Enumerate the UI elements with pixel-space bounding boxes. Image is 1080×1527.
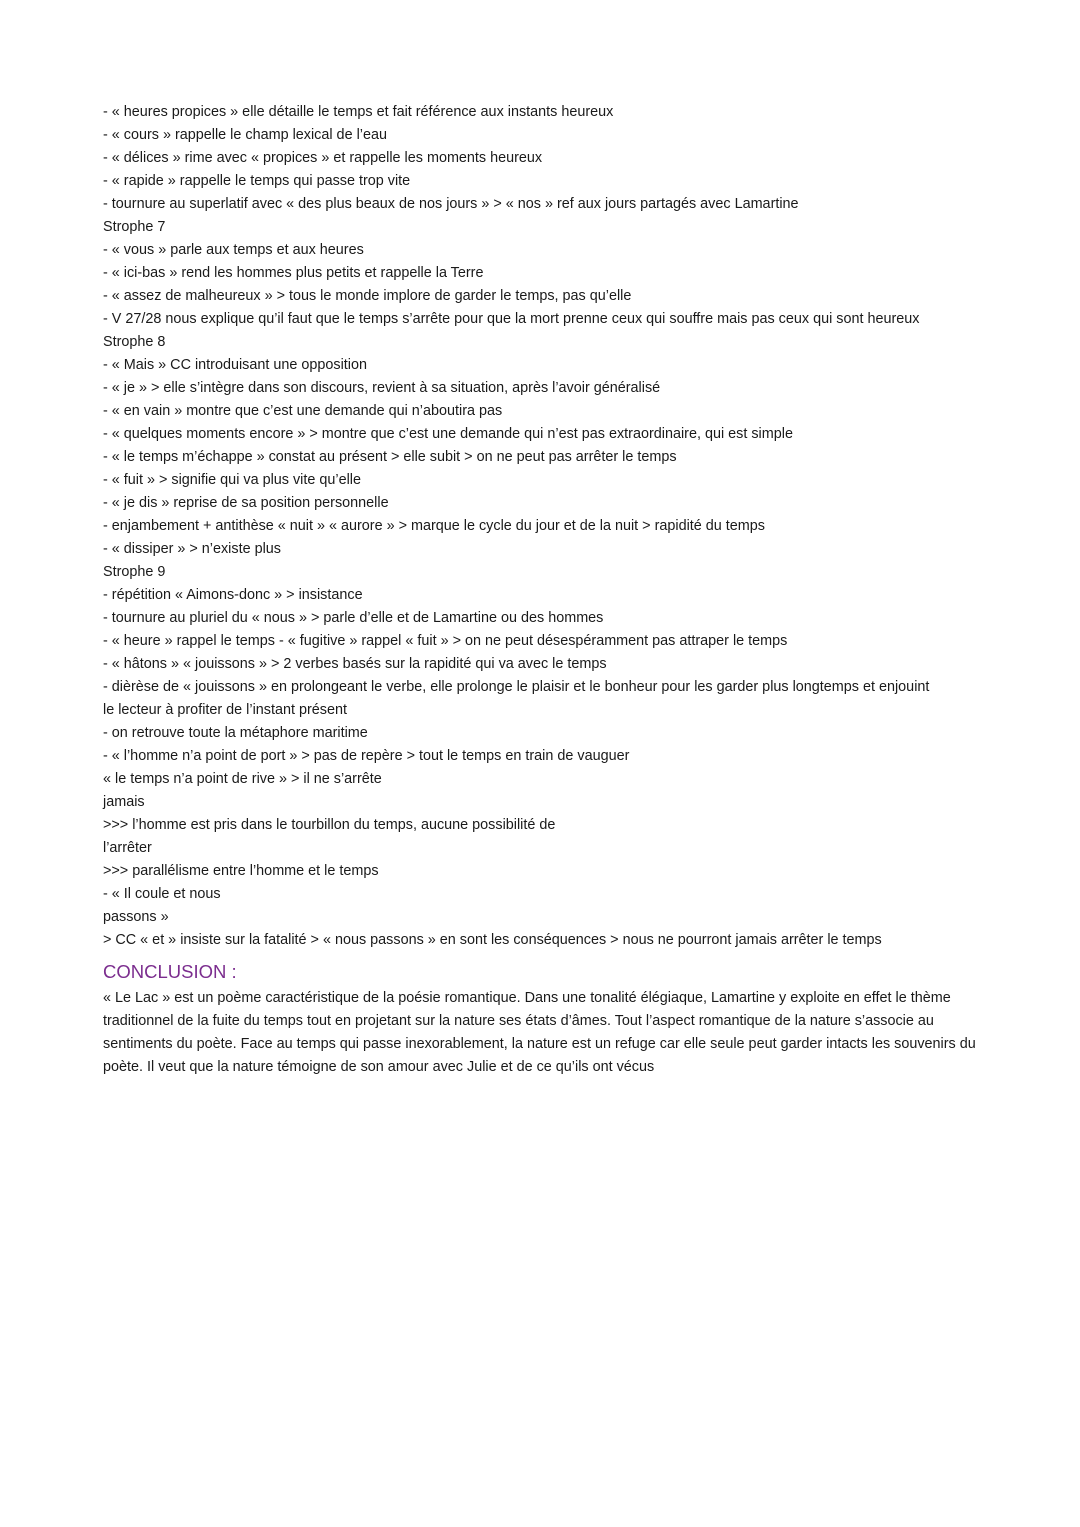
note-line: - « l’homme n’a point de port » > pas de repère > tout le temps en train de vauguer: [103, 748, 630, 764]
note-line: - « fuit » > signifie qui va plus vite qu’elle: [103, 472, 361, 488]
note-line: - « Mais » CC introduisant une opposition: [103, 357, 367, 373]
note-line: - on retrouve toute la métaphore maritime: [103, 725, 368, 741]
note-line: - « en vain » montre que c’est une demande qui n’aboutira pas: [103, 403, 503, 419]
note-line: - « je » > elle s’intègre dans son discours, revient à sa situation, après l’avoir généralisé: [103, 380, 661, 396]
note-line: - « heures propices » elle détaille le temps et fait référence aux instants heureux: [103, 104, 614, 120]
note-line: l’arrêter: [103, 840, 152, 856]
note-line: - « ici-bas » rend les hommes plus petits et rappelle la Terre: [103, 265, 484, 281]
note-line: - répétition « Aimons-donc » > insistance: [103, 587, 363, 603]
conclusion-paragraph: « Le Lac » est un poème caractéristique de la poésie romantique. Dans une tonalité élégiaque, Lamartine y exploite en effet le thème traditionnel de la fuite du temps tout en projetant sur la nature ses états d’âmes. Tout l’aspect romantique de la nature s’associe au sentiments du poète. Face au temps qui passe inexorablement, la nature est un refuge car elle seule peut garder intacts les souvenirs du poète. Il veut que la nature témoigne de son amour avec Julie et de ce qu’ils ont vécus: [103, 990, 976, 1075]
note-line: - « dissiper » > n’existe plus: [103, 541, 281, 557]
note-line: passons »: [103, 909, 169, 925]
note-line: - tournure au superlatif avec « des plus beaux de nos jours » > « nos » ref aux jours partagés avec Lamartine: [103, 196, 799, 212]
note-line: - « Il coule et nous: [103, 886, 221, 902]
conclusion-heading: CONCLUSION :: [103, 961, 237, 982]
strophe-heading: Strophe 8: [103, 334, 166, 350]
note-line: >>> l’homme est pris dans le tourbillon du temps, aucune possibilité de: [103, 817, 556, 833]
note-line: >>> parallélisme entre l’homme et le temps: [103, 863, 379, 879]
note-line: - « quelques moments encore » > montre que c’est une demande qui n’est pas extraordinaire, qui est simple: [103, 426, 793, 442]
analysis-notes: [103, 101, 983, 952]
note-line: jamais: [103, 794, 145, 810]
note-line: - « rapide » rappelle le temps qui passe trop vite: [103, 173, 411, 189]
note-line: - « hâtons » « jouissons » > 2 verbes basés sur la rapidité qui va avec le temps: [103, 656, 607, 672]
note-line: - V 27/28 nous explique qu’il faut que le temps s’arrête pour que la mort prenne ceux qui souffre mais pas ceux qui sont heureux: [103, 311, 920, 327]
note-line: « le temps n’a point de rive » > il ne s’arrête: [103, 771, 382, 787]
note-line: - « heure » rappel le temps - « fugitive » rappel « fuit » > on ne peut désespéramment pas attraper le temps: [103, 633, 788, 649]
note-line: - « je dis » reprise de sa position personnelle: [103, 495, 389, 511]
note-line: - enjambement + antithèse « nuit » « aurore » > marque le cycle du jour et de la nuit > rapidité du temps: [103, 518, 765, 534]
note-line: - « assez de malheureux » > tous le monde implore de garder le temps, pas qu’elle: [103, 288, 632, 304]
strophe-heading: Strophe 9: [103, 564, 166, 580]
note-line: le lecteur à profiter de l’instant présent: [103, 702, 347, 718]
document-page: [103, 101, 983, 1079]
note-line: - tournure au pluriel du « nous » > parle d’elle et de Lamartine ou des hommes: [103, 610, 604, 626]
note-line: - « le temps m’échappe » constat au présent > elle subit > on ne peut pas arrêter le temps: [103, 449, 677, 465]
strophe-heading: Strophe 7: [103, 219, 166, 235]
note-line: - dièrèse de « jouissons » en prolongeant le verbe, elle prolonge le plaisir et le bonheur pour les garder plus longtemps et enjouint: [103, 679, 930, 695]
note-line: > CC « et » insiste sur la fatalité > « nous passons » en sont les conséquences > nous ne pourront jamais arrêter le temps: [103, 932, 882, 948]
note-line: - « délices » rime avec « propices » et rappelle les moments heureux: [103, 150, 543, 166]
note-line: - « cours » rappelle le champ lexical de l’eau: [103, 127, 387, 143]
note-line: - « vous » parle aux temps et aux heures: [103, 242, 364, 258]
